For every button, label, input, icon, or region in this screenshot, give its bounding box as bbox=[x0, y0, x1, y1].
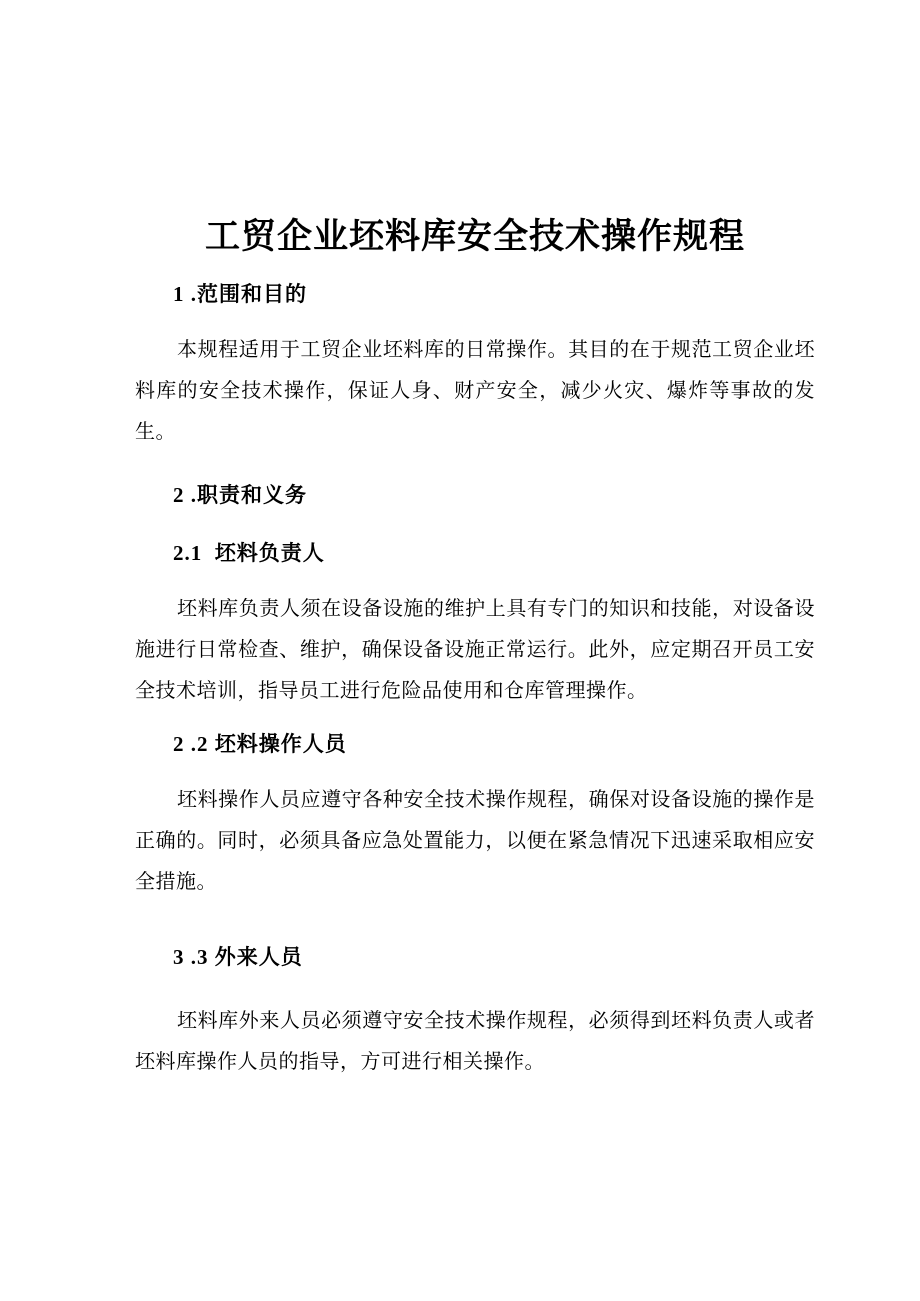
section-heading-blank-manager: 2.1 坯料负责人 bbox=[173, 541, 325, 565]
section-heading-visitors: 3 .3 外来人员 bbox=[173, 945, 303, 969]
body-paragraph-visitors: 坯料库外来人员必须遵守安全技术操作规程，必须得到坯料负责人或者坯料库操作人员的指导，方可进行相关操作。 bbox=[135, 1010, 815, 1073]
section-heading-operators: 2 .2 坯料操作人员 bbox=[173, 732, 347, 756]
section-heading-duties: 2 .职责和义务 bbox=[173, 483, 307, 507]
body-paragraph-operators: 坯料操作人员应遵守各种安全技术操作规程，确保对设备设施的操作是正确的。同时，必须具备应急处置能力，以便在紧急情况下迅速采取相应安全措施。 bbox=[135, 789, 815, 893]
body-paragraph-scope: 本规程适用于工贸企业坯料库的日常操作。其目的在于规范工贸企业坯料库的安全技术操作，保证人身、财产安全，减少火灾、爆炸等事故的发生。 bbox=[135, 339, 815, 443]
body-paragraph-blank-manager: 坯料库负责人须在设备设施的维护上具有专门的知识和技能，对设备设施进行日常检查、维护，确保设备设施正常运行。此外，应定期召开员工安全技术培训，指导员工进行危险品使用和仓库管理操作。 bbox=[135, 598, 815, 702]
document-title: 工贸企业坯料库安全技术操作规程 bbox=[204, 217, 745, 256]
section-heading-scope-purpose: 1 .范围和目的 bbox=[173, 282, 307, 306]
